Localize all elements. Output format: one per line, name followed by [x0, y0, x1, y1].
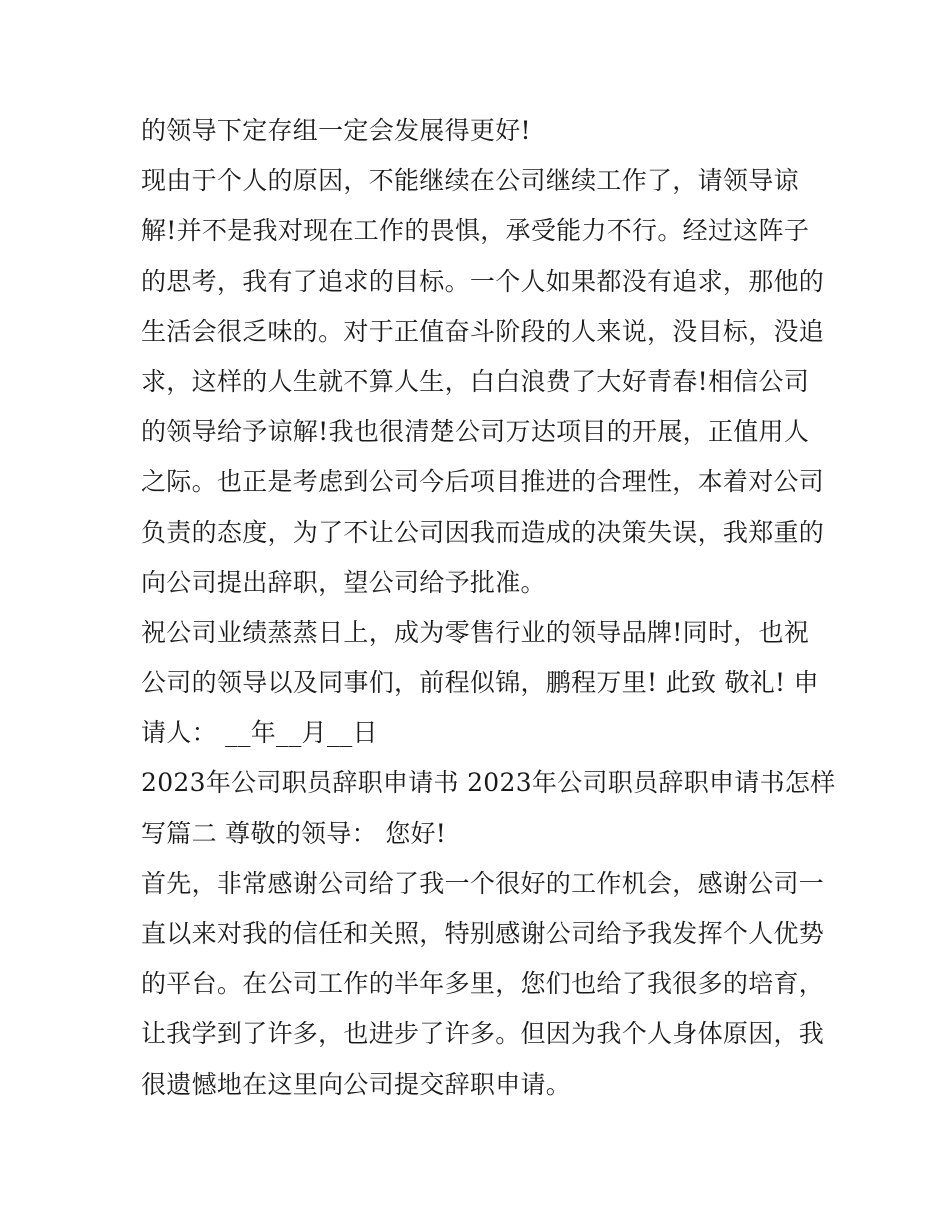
document-body	[141, 106, 836, 1110]
text-line: 2023年公司职员辞职申请书 2023年公司职员辞职申请书怎样	[141, 768, 836, 798]
text-line: 负责的态度，为了不让公司因我而造成的决策失误，我郑重的	[141, 517, 825, 547]
text-line: 解!并不是我对现在工作的畏惧，承受能力不行。经过这阵子	[141, 216, 810, 246]
text-line: 请人： __年__月__日	[141, 718, 378, 748]
text-line: 首先，非常感谢公司给了我一个很好的工作机会，感谢公司一	[141, 868, 825, 898]
text-line: 直以来对我的信任和关照，特别感谢公司给予我发挥个人优势	[141, 919, 825, 948]
text-line: 之际。也正是考虑到公司今后项目推进的合理性，本着对公司	[141, 467, 825, 497]
text-line: 的思考，我有了追求的目标。一个人如果都没有追求，那他的	[141, 266, 825, 296]
text-line: 的平台。在公司工作的半年多里，您们也给了我很多的培育，	[141, 969, 825, 999]
text-line: 现由于个人的原因，不能继续在公司继续工作了，请领导谅	[141, 166, 799, 196]
text-line: 向公司提出辞职，望公司给予批准。	[141, 567, 546, 597]
text-line: 写篇二 尊敬的领导： 您好!	[141, 818, 447, 848]
text-line: 很遗憾地在这里向公司提交辞职申请。	[141, 1069, 572, 1099]
text-line: 公司的领导以及同事们，前程似锦，鹏程万里! 此致 敬礼! 申	[141, 668, 819, 698]
text-line: 的领导给予谅解!我也很清楚公司万达项目的开展，正值用人	[141, 417, 810, 447]
text-line: 生活会很乏味的。对于正值奋斗阶段的人来说，没目标，没追	[141, 316, 825, 346]
text-line: 让我学到了许多，也进步了许多。但因为我个人身体原因，我	[141, 1019, 825, 1049]
text-line: 求，这样的人生就不算人生，白白浪费了大好青春!相信公司	[141, 366, 810, 396]
text-line: 的领导下定存组一定会发展得更好!	[141, 116, 531, 145]
text-line: 祝公司业绩蒸蒸日上，成为零售行业的领导品牌!同时，也祝	[141, 617, 810, 647]
